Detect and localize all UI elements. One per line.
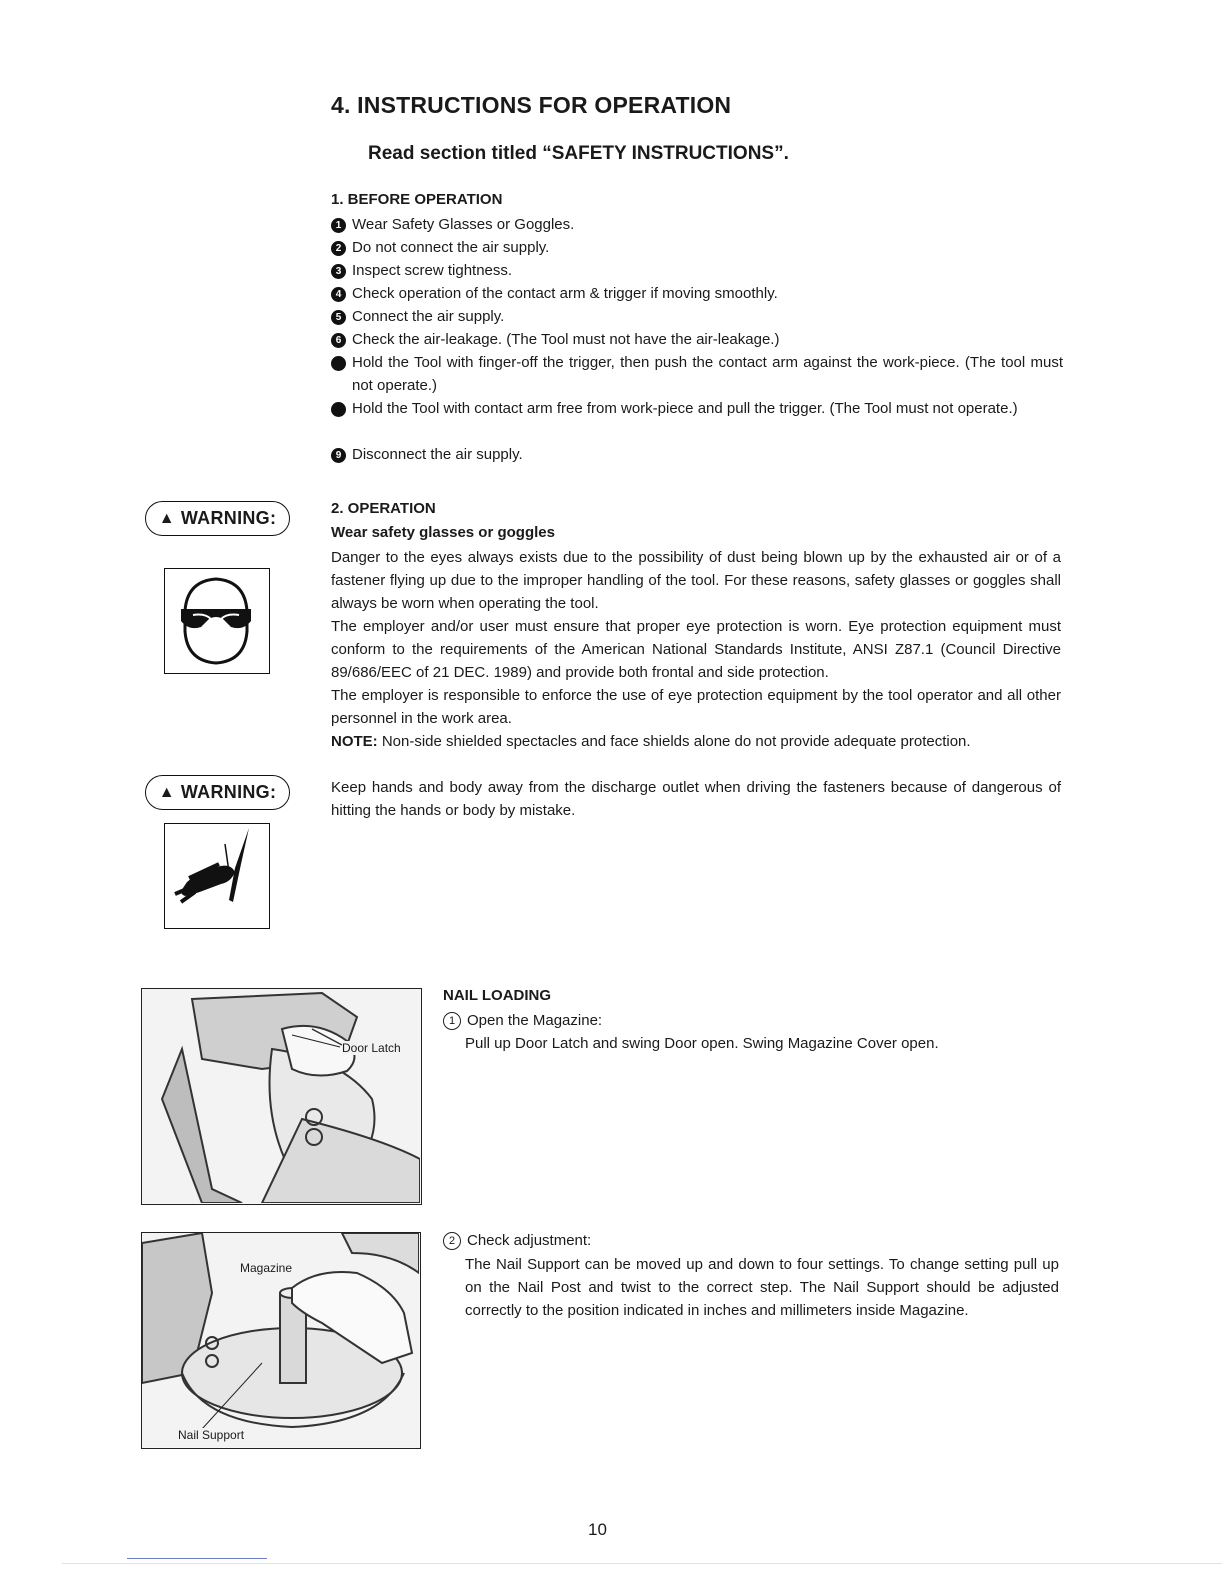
safety-goggles-pictogram (164, 568, 270, 674)
operation-subtitle: Wear safety glasses or goggles (331, 524, 555, 541)
goggles-icon (165, 569, 268, 672)
nail-support-figure (141, 1232, 421, 1449)
note-label: NOTE: (331, 733, 378, 750)
step-item: 5 Connect the air supply. (331, 305, 1063, 328)
step-number-icon: 1 (331, 218, 346, 233)
nail-loading-title: NAIL LOADING (443, 987, 552, 1004)
circled-number-icon: 1 (443, 1012, 461, 1030)
operation-note (331, 730, 1061, 753)
step-number-icon: 3 (331, 264, 346, 279)
nailer-door-latch-illustration (142, 989, 420, 1203)
step-item: 8 Hold the Tool with contact arm free from work-piece and pull the trigger. (The Tool must not operate.) (325, 400, 1018, 417)
footer-rule (127, 1558, 267, 1559)
warning-triangle-icon: ▲ (158, 509, 175, 527)
step-number-icon: 8 (331, 402, 346, 417)
circled-number-icon: 2 (443, 1232, 461, 1250)
step-item: 3 Inspect screw tightness. (331, 259, 1063, 282)
warning-badge: ▲ WARNING: (145, 775, 290, 810)
operation-paragraph-3: The employer is responsible to enforce the use of eye protection equipment by the tool operator and all other personnel in the work area. (331, 687, 1061, 727)
page-subheading: Read section titled “SAFETY INSTRUCTIONS”. (368, 143, 789, 164)
nail-loading-step-1-text: Pull up Door Latch and swing Door open. Swing Magazine Cover open. (465, 1035, 939, 1052)
warning-badge: ▲ WARNING: (145, 501, 290, 536)
page-heading: 4. INSTRUCTIONS FOR OPERATION (331, 92, 732, 118)
nail-loading-step-1-title: 1 Open the Magazine: (443, 1009, 602, 1032)
step-number-icon: 7 (331, 356, 346, 371)
hand-icon (165, 824, 268, 927)
note-text: Non-side shielded spectacles and face shields alone do not provide adequate protection. (377, 733, 971, 750)
step-item: 1 Wear Safety Glasses or Goggles. (331, 213, 1063, 236)
step-number-icon: 6 (331, 333, 346, 348)
before-operation-title: 1. BEFORE OPERATION (331, 191, 503, 208)
operation-title: 2. OPERATION (331, 500, 436, 517)
operation-paragraph-2: The employer and/or user must ensure that proper eye protection is worn. Eye protection equipment must conform to the requirements of the American National Standards Institute, ANSI Z87.1 (Council Directive 89/686/EEC of 21 DEC. 1989) and provide both frontal and side protection. (331, 618, 1061, 681)
hand-danger-pictogram (164, 823, 270, 929)
door-latch-label: Door Latch (342, 1041, 401, 1055)
page-number: 10 (588, 1520, 607, 1539)
hands-warning-text: Keep hands and body away from the discharge outlet when driving the fasteners because of dangerous of hitting the hands or body by mistake. (331, 779, 1061, 819)
door-latch-figure (141, 988, 422, 1205)
operation-paragraph-1: Danger to the eyes always exists due to the possibility of dust being blown up by the exhausted air or of a fastener flying up due to the improper handling of the tool. For these reasons, safety glasses or goggles shall always be worn when operating the tool. (331, 549, 1061, 612)
step-item: 7 Hold the Tool with finger-off the trigger, then push the contact arm against the work-piece. (The tool must not operate.) (325, 354, 1063, 394)
step-item: 9 Disconnect the air supply. (331, 443, 1063, 466)
step-number-icon: 5 (331, 310, 346, 325)
warning-triangle-icon: ▲ (158, 783, 175, 801)
step-item: 2 Do not connect the air supply. (331, 236, 1063, 259)
step-item: 6 Check the air-leakage. (The Tool must not have the air-leakage.) (331, 328, 1063, 351)
magazine-label: Magazine (240, 1261, 293, 1275)
nail-support-label: Nail Support (178, 1428, 245, 1442)
step-item: 4 Check operation of the contact arm & trigger if moving smoothly. (331, 282, 1063, 305)
step-number-icon: 2 (331, 241, 346, 256)
nail-loading-step-2-title: 2 Check adjustment: (443, 1229, 591, 1252)
step-number-icon: 4 (331, 287, 346, 302)
step-number-icon: 9 (331, 448, 346, 463)
nail-loading-step-2-text: The Nail Support can be moved up and down to four settings. To change setting pull up on the Nail Post and twist to the correct step. The Nail Support should be adjusted correctly to the position indicated in inches and millimeters inside Magazine. (465, 1256, 1059, 1319)
footer-divider (62, 1563, 1222, 1564)
